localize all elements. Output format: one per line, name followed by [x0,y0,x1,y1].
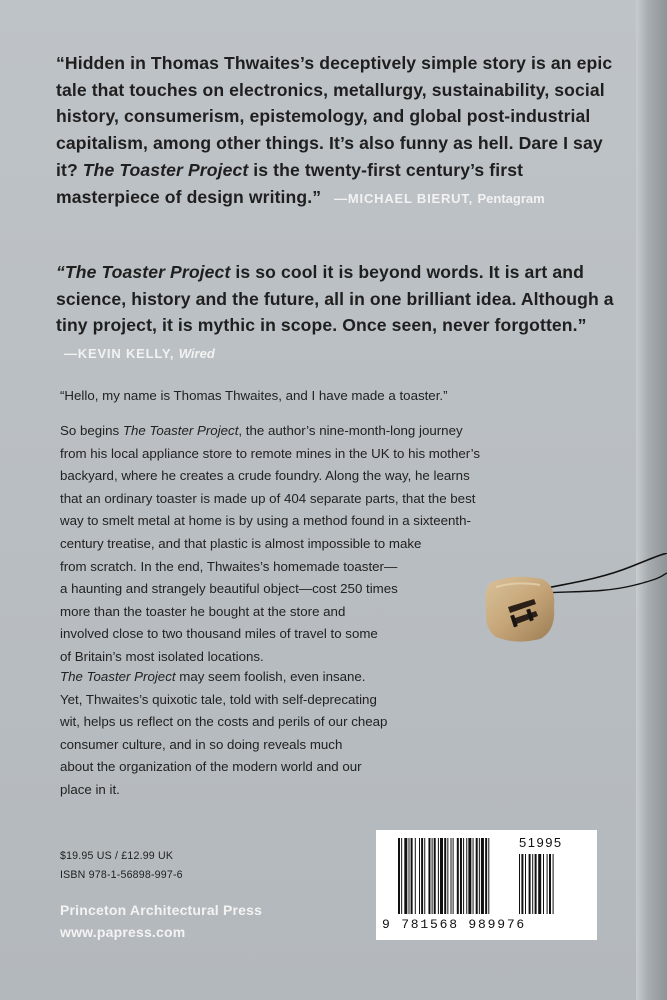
barcode-digits: 9 781568 989976 [382,917,527,932]
barcode-bar [401,838,402,914]
barcode-bar [481,838,484,914]
barcode-addon-bar [521,854,523,914]
paragraph-line: way to smelt metal at home is by using a method found in a sixteenth- [60,513,471,529]
barcode-bar [440,838,443,914]
barcode [376,830,597,940]
barcode-bar [468,838,471,914]
paragraph-line: place in it. [60,781,120,797]
barcode-addon-bar [535,854,537,914]
quote-attribution [334,191,545,206]
barcode-addon-bar [525,854,526,914]
barcode-bar [421,838,423,914]
paragraph-line: that an ordinary toaster is made up of 404 separate parts, that the best [60,490,476,506]
toaster-photo [482,573,558,645]
quote-text-after: is the twenty-first century’s first masterpiece of design writing.” [56,159,524,207]
barcode-bar [451,838,452,914]
barcode-bar [479,838,480,914]
paragraph-text: So begins [60,423,123,438]
paragraph-line: Yet, Thwaites’s quixotic tale, told with self-deprecating [60,691,377,707]
cover-edge [636,0,667,1000]
barcode-addon-bar [532,854,533,914]
barcode-bar [476,838,478,914]
paragraph-line: wit, helps us reflect on the costs and perils of our cheap [60,714,388,730]
barcode-bar [432,838,433,914]
barcode-bar [485,838,487,914]
barcode-bar [411,838,413,914]
attribution-name: —KEVIN KELLY, [64,346,175,362]
price-isbn [60,847,183,885]
paragraph-line [60,420,620,443]
barcode-bar [415,838,416,914]
barcode-bar [466,838,467,914]
barcode-bar [404,838,407,914]
publisher-name: Princeton Architectural Press [60,902,263,918]
publisher-block [60,899,262,943]
barcode-bar [419,838,420,914]
barcode-bar [457,838,459,914]
barcode-bar [463,838,464,914]
attribution-name: —MICHAEL BIERUT, [334,190,474,206]
quote-text: “Hidden in Thomas Thwaites’s deceptively simple story is an epic tale that touches on electronics, metallurgy, sustainability, social history, consumerism, epistemology, and global post-industrial capitalism, among other things. It’s also funny as hell. Dare I say it? [56,53,613,180]
blurb-quote-bierut [56,50,616,212]
paragraph-line: consumer culture, and in so doing reveals much [60,736,343,752]
barcode-bar [428,838,430,914]
barcode-bar [398,838,400,914]
book-title: The Toaster Project [122,423,239,438]
price-label: $19.95 US / £12.99 UK [60,850,174,862]
paragraph-line: a haunting and strangely beautiful object—cost 250 times [60,581,398,597]
paragraph-text: , the author’s nine-month-long journey [238,423,463,438]
barcode-bar [444,838,446,914]
quote-text: is so cool it is beyond words. It is art and science, history and the future, all in one brilliant idea. Although a tiny project, it is mythic in scope. Once seen, never forgotten.” [56,262,614,336]
paragraph-line: from scratch. In the end, Thwaites’s homemade toaster— [60,558,398,574]
paragraph-line: about the organization of the modern world and our [60,759,362,775]
barcode-bar [488,838,489,914]
attribution-source: Wired [178,346,215,362]
barcode-bar [453,838,454,914]
quote-attribution [64,346,215,361]
barcode-bar [460,838,462,914]
paragraph-line [60,666,620,689]
paragraph-line: involved close to two thousand miles of travel to some [60,626,378,642]
toaster-cord [540,553,667,633]
paragraph-line: from his local appliance store to remote mines in the UK to his mother’s [60,445,481,461]
paragraph-line: backyard, where he creates a crude foundry. Along the way, he learns [60,468,470,484]
barcode-addon-bar [543,854,544,914]
barcode-bar [473,838,474,914]
barcode-addon-bar [538,854,541,914]
description-paragraph-2 [60,666,620,802]
barcode-addon-bar [529,854,531,914]
barcode-bar [409,838,410,914]
isbn-label: ISBN 978-1-56898-997-6 [60,869,183,881]
book-title: The Toaster Project [82,159,249,180]
barcode-addon: 51995 [519,835,563,850]
barcode-bar [438,838,439,914]
paragraph-text: may seem foolish, even insane. [175,669,366,684]
barcode-addon-bar [549,854,551,914]
opening-line: “Hello, my name is Thomas Thwaites, and I have made a toaster.” [60,388,448,403]
blurb-quote-kelly [56,259,616,368]
barcode-bar [434,838,436,914]
paragraph-line: more than the toaster he bought at the store and [60,603,346,619]
attribution-source: Pentagram [477,190,545,206]
book-title: The Toaster Project [60,669,176,684]
barcode-addon-bar [547,854,548,914]
barcode-addon-bar [519,854,520,914]
barcode-bar [424,838,425,914]
paragraph-line: century treatise, and that plastic is almost impossible to make [60,535,422,551]
barcode-addon-bar [553,854,554,914]
book-title: “The Toaster Project [56,262,231,282]
paragraph-line: of Britain’s most isolated locations. [60,648,264,664]
barcode-bar [447,838,448,914]
publisher-url: www.papress.com [60,924,186,940]
